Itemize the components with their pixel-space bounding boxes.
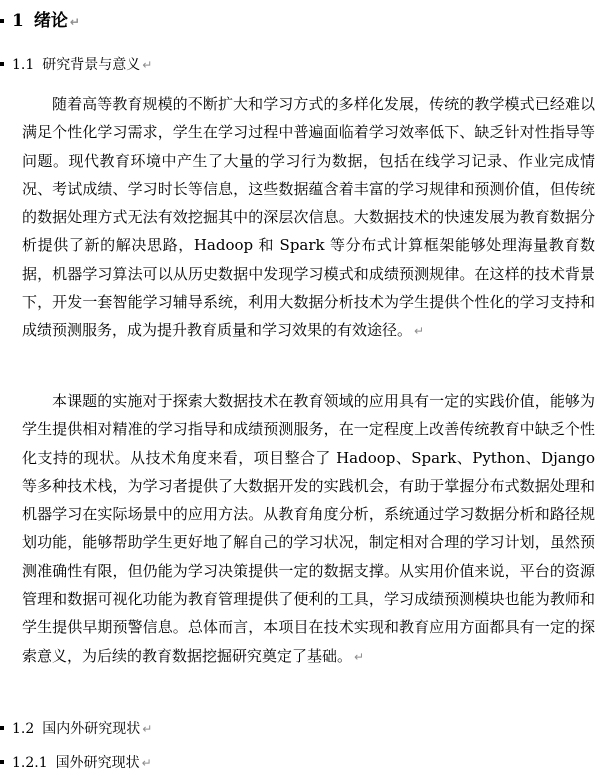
heading-subsection-1-2-1[interactable] — [0, 752, 152, 772]
heading-number: 1 — [12, 11, 24, 31]
heading-title: 国外研究现状 — [55, 755, 140, 771]
paragraph-mark-icon: ↵ — [142, 722, 153, 736]
heading-title: 研究背景与意义 — [42, 57, 141, 73]
heading-bullet-marker — [0, 19, 4, 23]
heading-section-1-2[interactable] — [0, 718, 152, 738]
paragraph-mark-icon: ↵ — [354, 649, 365, 664]
heading-title: 国内外研究现状 — [42, 721, 141, 737]
paragraph-text: 随着高等教育规模的不断扩大和学习方式的多样化发展，传统的教学模式已经难以满足个性化学习需求，学生在学习过程中普遍面临着学习效率低下、缺乏针对性指导等问题。现代教育环境中产生了大量的学习行为数据，包括在线学习记录、作业完成情况、考试成绩、学习时长等信息，这些数据蕴含着丰富的学习规律和预测价值，但传统的数据处理方式无法有效挖掘其中的深层次信息。大数据技术的快速发展为教育数据分析提供了新的解决思路，Hadoop 和 Spark 等分布式计算框架能够处理海量教育数据，机器学习算法可以从历史数据中发现学习模式和成绩预测规律。在这样的技术背景下，开发一套智能学习辅导系统，利用大数据分析技术为学生提供个性化的学习支持和成绩预测服务，成为提升教育质量和学习效果的有效途径。 — [22, 95, 595, 340]
heading-bullet-marker — [0, 726, 4, 730]
body-paragraph-2[interactable] — [22, 387, 595, 671]
paragraph-mark-icon: ↵ — [69, 15, 80, 29]
paragraph-mark-icon: ↵ — [141, 756, 152, 770]
body-paragraph-1[interactable] — [22, 90, 595, 346]
heading-title: 绪论 — [33, 11, 68, 31]
heading-number: 1.2.1 — [12, 755, 48, 771]
heading-bullet-marker — [0, 62, 4, 66]
paragraph-mark-icon: ↵ — [142, 58, 153, 72]
heading-section-1-1[interactable] — [0, 54, 152, 74]
paragraph-text: 本课题的实施对于探索大数据技术在教育领域的应用具有一定的实践价值，能够为学生提供相对精准的学习指导和成绩预测服务，在一定程度上改善传统教育中缺乏个性化支持的现状。从技术角度来看，项目整合了 Hadoop、Spark、Python、Django 等多种技术栈，为学习者提供了大数据开发的实践机会，有助于掌握分布式数据处理和机器学习在实际场景中的应用方法。从教育角度分析，系统通过学习数据分析和路径规划功能，能够帮助学生更好地了解自己的学习状况，制定相对合理的学习计划，虽然预测准确性有限，但仍能为学习决策提供一定的数据支撑。从实用价值来说，平台的资源管理和数据可视化功能为教育管理提供了便利的工具，学习成绩预测模块也能为教师和学生提供早期预警信息。总体而言，本项目在技术实现和教育应用方面都具有一定的探索意义，为后续的教育数据挖掘研究奠定了基础。 — [22, 392, 595, 665]
heading-chapter-1[interactable] — [0, 6, 80, 31]
heading-number: 1.2 — [12, 721, 35, 737]
paragraph-mark-icon: ↵ — [414, 324, 425, 339]
heading-number: 1.1 — [12, 57, 35, 73]
heading-bullet-marker — [0, 760, 4, 764]
